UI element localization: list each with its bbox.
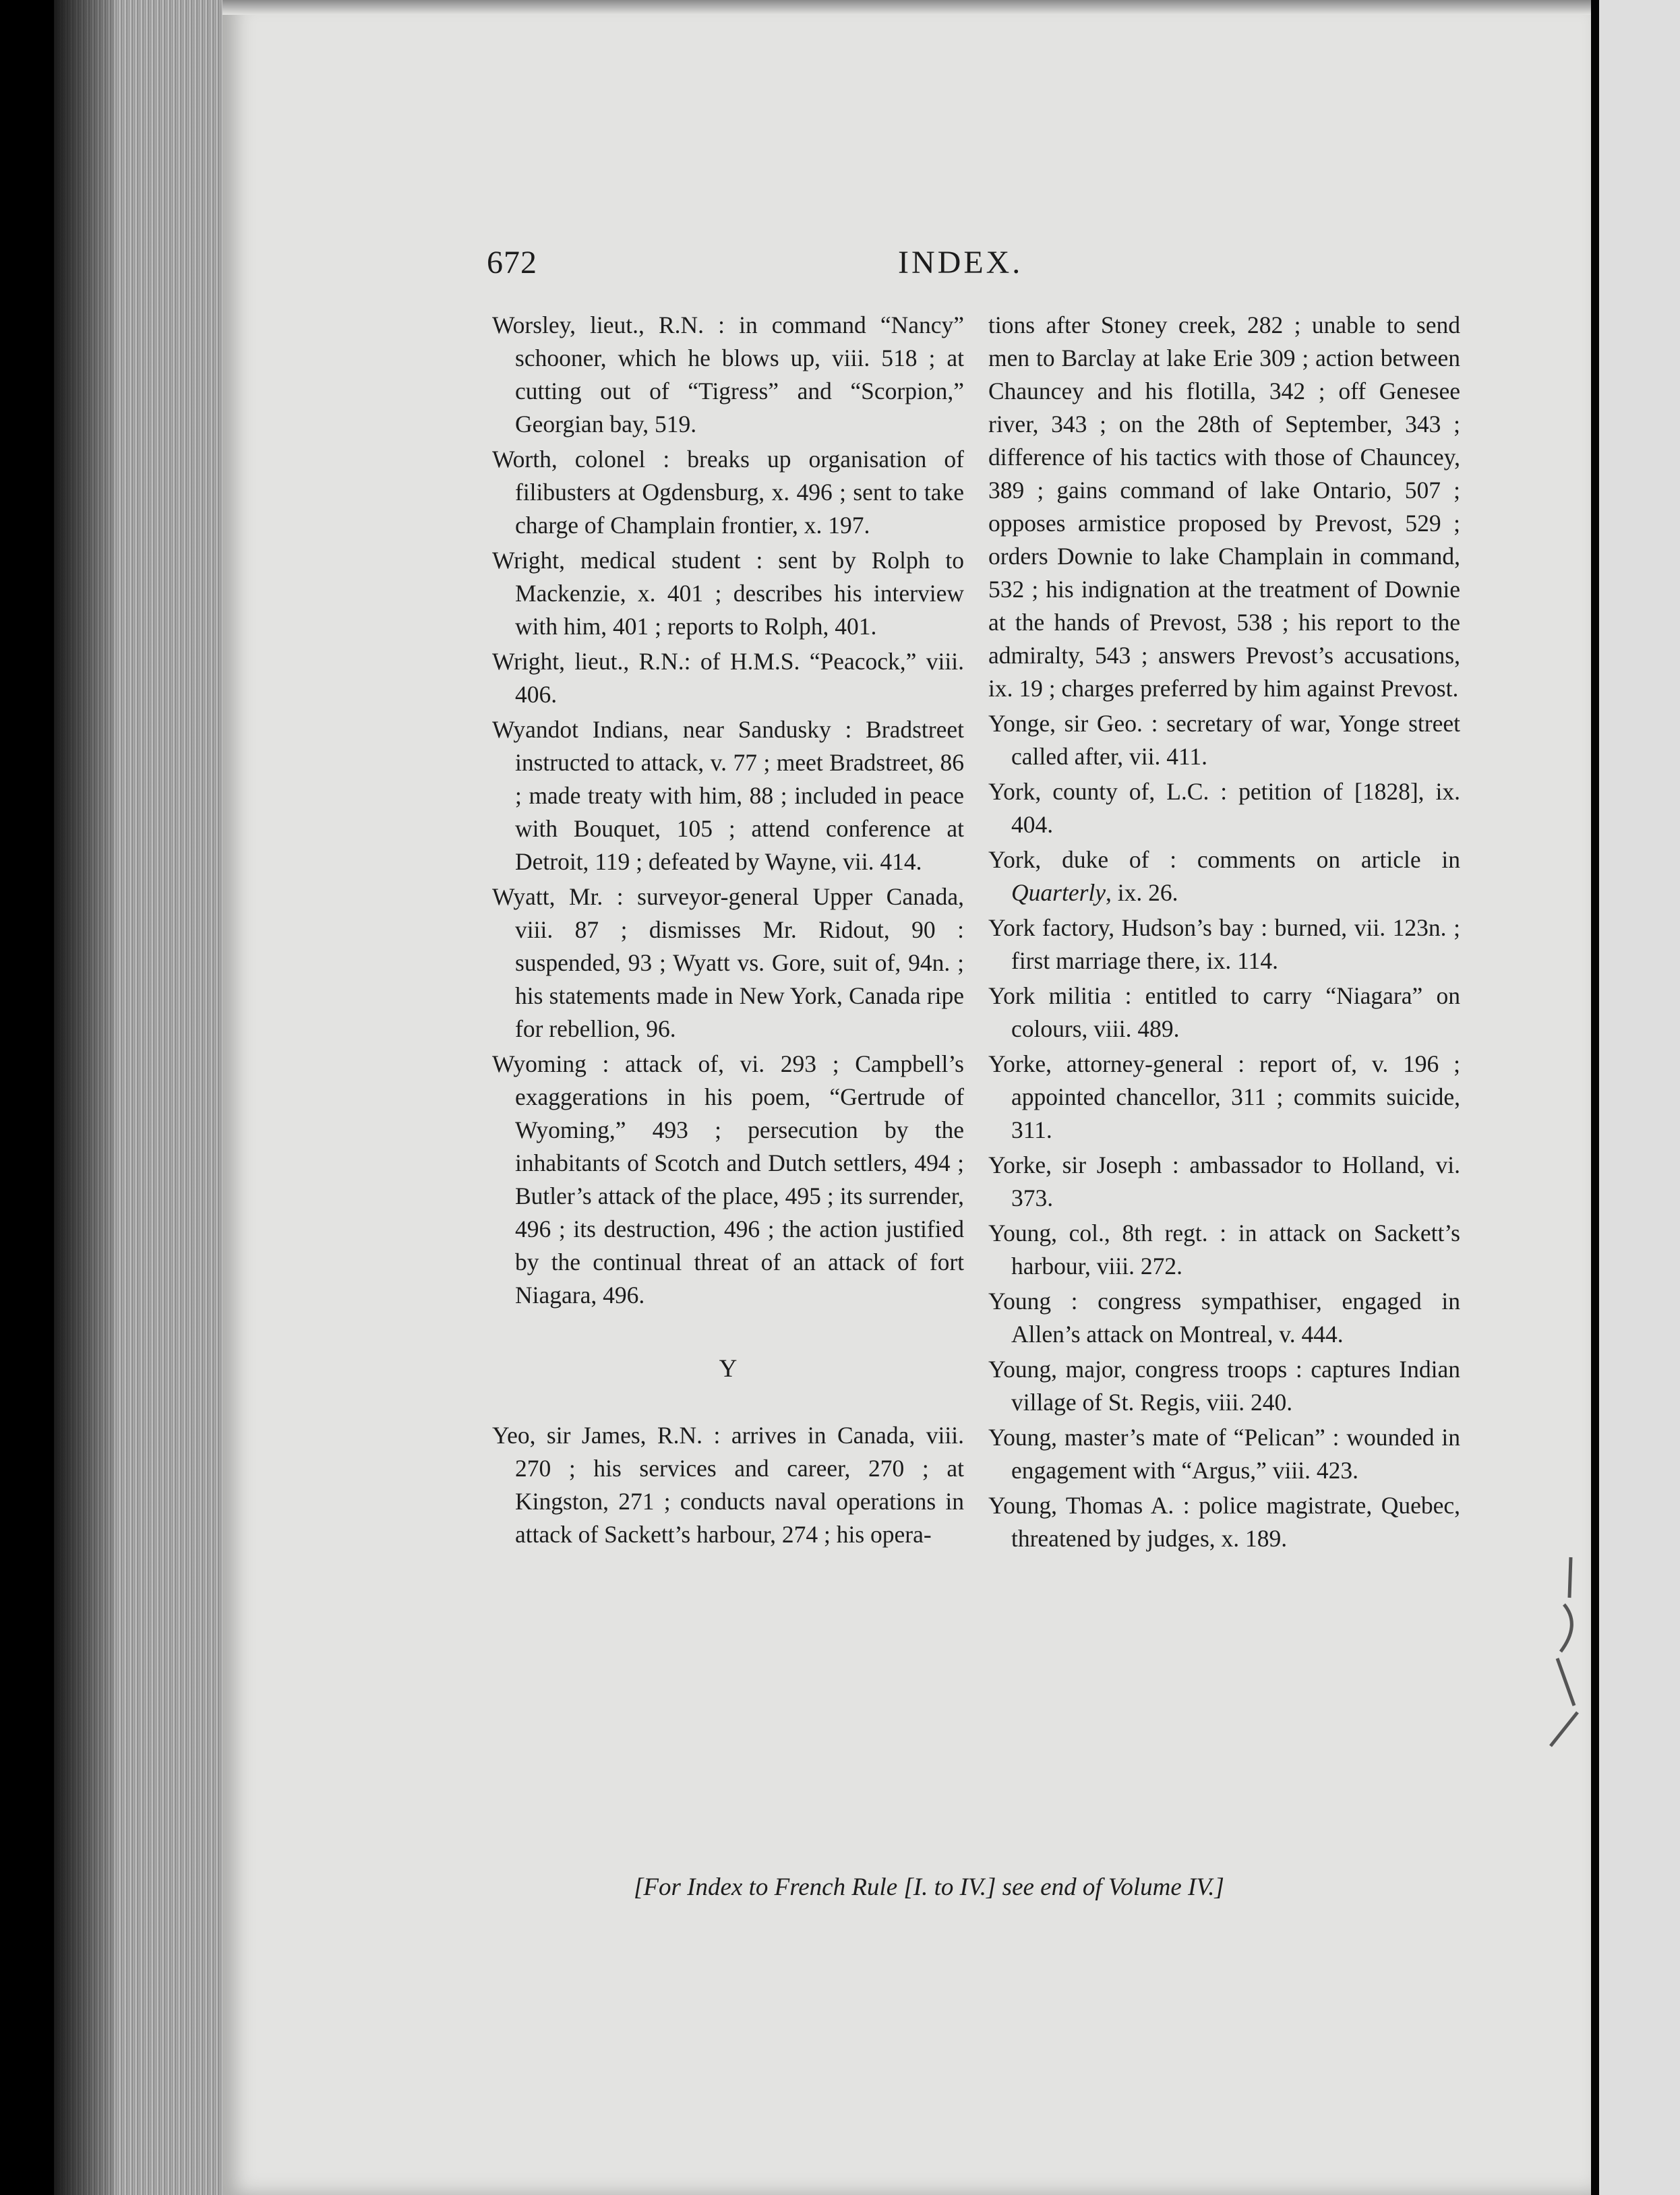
running-title: INDEX. <box>898 245 1023 280</box>
index-entry-york-duke <box>988 843 1460 909</box>
index-entry: Young, major, congress troops : captures Indian village of St. Regis, viii. 240. <box>988 1356 1460 1416</box>
index-entry: Wyandot Indians, near Sandusky : Bradstreet instructed to attack, v. 77 ; meet Bradstreet, 86 ; made treaty with him, 88 ; included in peace with Bouquet, 105 ; attend conference at Detroit, 119 ; defeated by Wayne, vii. 414. <box>492 716 964 875</box>
top-edge-band <box>222 0 1591 15</box>
index-entry: Yorke, attorney-general : report of, v. 196 ; appointed chancellor, 311 ; commits suicide, 311. <box>988 1050 1460 1143</box>
margin-pencil-mark <box>1544 1551 1591 1753</box>
page-number: 672 <box>487 245 537 280</box>
index-column-left <box>492 309 964 1553</box>
edge-shadow <box>54 0 115 2195</box>
index-entry: Young, col., 8th regt. : in attack on Sackett’s harbour, viii. 272. <box>988 1220 1460 1280</box>
index-entry: Worsley, lieut., R.N. : in command “Nancy” schooner, which he blows up, viii. 518 ; at cutting out of “Tigress” and “Scorpion,” Georgian bay, 519. <box>492 311 964 438</box>
index-entry: Yorke, sir Joseph : ambassador to Holland, vi. 373. <box>988 1151 1460 1211</box>
index-entry: Young, master’s mate of “Pelican” : wounded in engagement with “Argus,” viii. 423. <box>988 1424 1460 1484</box>
section-letter: Y <box>719 1355 738 1383</box>
index-entry: Wright, medical student : sent by Rolph to Mackenzie, x. 401 ; describes his interview with him, 401 ; reports to Rolph, 401. <box>492 547 964 640</box>
index-entry: York militia : entitled to carry “Niagara” on colours, viii. 489. <box>988 982 1460 1042</box>
entry-text: , ix. 26. <box>1106 879 1178 906</box>
index-entry: Young : congress sympathiser, engaged in Allen’s attack on Montreal, v. 444. <box>988 1288 1460 1348</box>
index-entry: York factory, Hudson’s bay : burned, vii. 123n. ; first marriage there, ix. 114. <box>988 914 1460 974</box>
index-entry: Worth, colonel : breaks up organisation of filibusters at Ogdensburg, x. 496 ; sent to take charge of Champlain frontier, x. 197. <box>492 446 964 539</box>
italic-title: Quarterly <box>1011 879 1106 906</box>
next-page-sliver <box>1599 0 1680 2195</box>
index-entry: Yonge, sir Geo. : secretary of war, Yonge street called after, vii. 411. <box>988 710 1460 770</box>
index-entry-continuation: tions after Stoney creek, 282 ; unable to send men to Barclay at lake Erie 309 ; action between Chauncey and his flotilla, 342 ; off Genesee river, 343 ; on the 28th of September, 343 ; difference of his tactics with those of Chauncey, 389 ; gains command of lake Ontario, 507 ; opposes armistice proposed by Prevost, 529 ; orders Downie to lake Champlain in command, 532 ; his indignation at the treatment of Downie at the hands of Prevost, 538 ; his report to the admiralty, 543 ; answers Prevost’s accusations, ix. 19 ; charges preferred by him against Prevost. <box>988 311 1460 702</box>
index-entry: York, county of, L.C. : petition of [1828], ix. 404. <box>988 778 1460 838</box>
index-entry: Yeo, sir James, R.N. : arrives in Canada, viii. 270 ; his services and career, 270 ; at Kingston, 271 ; conducts naval operations in attack of Sackett’s harbour, 274 ; his opera- <box>492 1422 964 1548</box>
footnote: [For Index to French Rule [I. to IV.] see end of Volume IV.] <box>634 1873 1224 1901</box>
entry-text: York, duke of : comments on article in <box>988 846 1460 873</box>
index-entry: Wyoming : attack of, vi. 293 ; Campbell’s exaggerations in his poem, “Gertrude of Wyoming,” 493 ; persecution by the inhabitants of Scotch and Dutch settlers, 494 ; Butler’s attack of the place, 495 ; its surrender, 496 ; its destruction, 496 ; the action justified by the continual threat of an attack of fort Niagara, 496. <box>492 1050 964 1309</box>
index-entry: Young, Thomas A. : police magistrate, Quebec, threatened by judges, x. 189. <box>988 1492 1460 1552</box>
index-entry: Wright, lieut., R.N.: of H.M.S. “Peacock,” viii. 406. <box>492 648 964 708</box>
index-entry: Wyatt, Mr. : surveyor-general Upper Canada, viii. 87 ; dismisses Mr. Ridout, 90 : suspended, 93 ; Wyatt vs. Gore, suit of, 94n. ; his statements made in New York, Canada ripe for rebellion, 96. <box>492 883 964 1042</box>
index-column-right <box>988 309 1460 1557</box>
